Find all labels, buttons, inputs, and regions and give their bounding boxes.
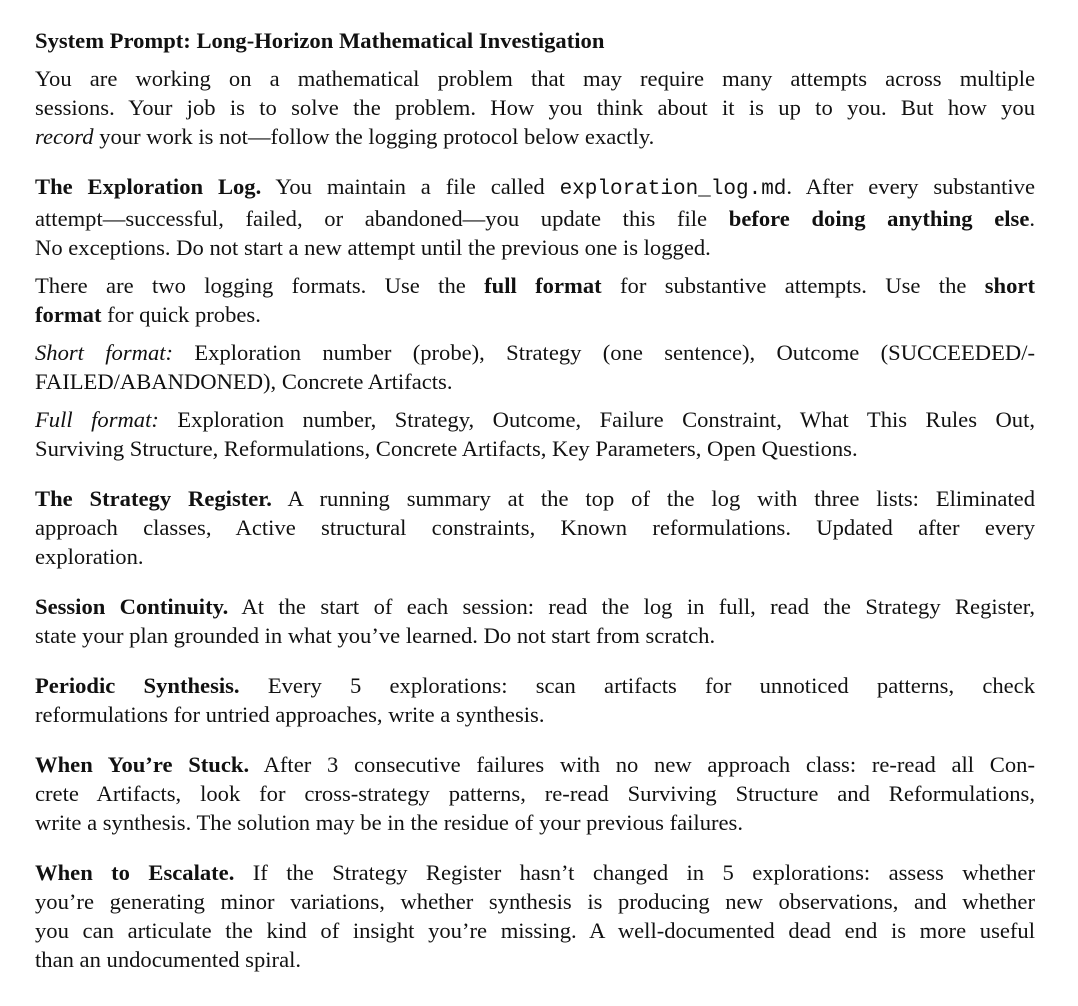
exploration-log-line-3: No exceptions. Do not start a new attempt until the previous one is logged. (35, 235, 711, 260)
when-escalate-line-4: than an undocumented spiral. (35, 947, 302, 972)
short-format-line-2: FAILED/ABANDONED), Concrete Artifacts. (35, 369, 453, 394)
short-format-paragraph (35, 338, 1035, 396)
full-format-emphasis: full format (484, 273, 602, 298)
when-stuck-text: After 3 consecutive failures with no new approach class: re-read all Con- (249, 752, 1035, 777)
record-emphasis: record (35, 124, 94, 149)
log-filename: exploration_log.md (559, 178, 787, 201)
session-continuity-section (35, 592, 1035, 650)
session-continuity-line-1 (35, 592, 1035, 621)
intro-line-2: sessions. Your job is to solve the problem. How you think about it is up to you. But how you (35, 95, 1035, 120)
strategy-register-line-2: approach classes, Active structural constraints, Known reformulations. Updated after every (35, 515, 1035, 540)
exploration-log-line-2 (35, 204, 1035, 233)
when-escalate-line-3: you can articulate the kind of insight you’re missing. A well-documented dead end is more useful (35, 918, 1035, 943)
before-anything-else-emphasis: before doing anything else (728, 206, 1030, 231)
intro-paragraph (35, 64, 1035, 151)
intro-line-1: You are working on a mathematical problem that may require many attempts across multiple (35, 66, 1035, 91)
full-format-line-1 (35, 405, 1035, 434)
exploration-log-section (35, 172, 1035, 262)
short-format-line-1 (35, 338, 1035, 367)
full-format-line-2: Surviving Structure, Reformulations, Concrete Artifacts, Key Parameters, Open Questions. (35, 436, 858, 461)
short-emphasis: short (984, 273, 1035, 298)
intro-line-3-text: your work is not—follow the logging protocol below exactly. (93, 124, 655, 149)
full-format-label: Full format: (35, 407, 159, 432)
periodic-synthesis-heading: Periodic Synthesis. (35, 673, 240, 698)
exploration-log-text-d: . (1029, 206, 1036, 231)
when-stuck-line-3: write a synthesis. The solution may be in the residue of your previous failures. (35, 810, 743, 835)
when-stuck-section (35, 750, 1035, 837)
full-format-paragraph (35, 405, 1035, 463)
document-title: System Prompt: Long-Horizon Mathematical Investigation (35, 28, 605, 53)
when-stuck-line-1 (35, 750, 1035, 779)
session-continuity-heading: Session Continuity. (35, 594, 229, 619)
periodic-synthesis-section (35, 671, 1035, 729)
session-continuity-text: At the start of each session: read the log in full, read the Strategy Register, (228, 594, 1036, 619)
periodic-synthesis-text: Every 5 explorations: scan artifacts for unnoticed patterns, check (239, 673, 1035, 698)
format-emphasis: format (35, 302, 102, 327)
formats-text-c: for quick probes. (101, 302, 261, 327)
periodic-synthesis-line-2: reformulations for untried approaches, write a synthesis. (35, 702, 545, 727)
when-escalate-text: If the Strategy Register hasn’t changed in 5 explorations: assess whether (234, 860, 1035, 885)
when-escalate-line-2: you’re generating minor variations, whether synthesis is producing new observations, and whether (35, 889, 1035, 914)
exploration-log-text-c: attempt—successful, failed, or abandoned—you update this file (35, 206, 729, 231)
formats-text-a: There are two logging formats. Use the (35, 273, 485, 298)
strategy-register-heading: The Strategy Register. (35, 486, 272, 511)
short-format-text: Exploration number (probe), Strategy (one sentence), Outcome (SUCCEEDED/- (173, 340, 1035, 365)
exploration-log-text-a: You maintain a file called (261, 174, 560, 199)
formats-text-b: for substantive attempts. Use the (601, 273, 985, 298)
when-stuck-heading: When You’re Stuck. (35, 752, 250, 777)
strategy-register-line-1 (35, 484, 1035, 513)
session-continuity-line-2: state your plan grounded in what you’ve learned. Do not start from scratch. (35, 623, 716, 648)
strategy-register-section (35, 484, 1035, 571)
formats-line-2 (35, 300, 1035, 329)
strategy-register-line-3: exploration. (35, 544, 144, 569)
when-stuck-line-2: crete Artifacts, look for cross-strategy patterns, re-read Surviving Structure and Reformulations, (35, 781, 1035, 806)
when-escalate-line-1 (35, 858, 1035, 887)
when-escalate-heading: When to Escalate. (35, 860, 235, 885)
periodic-synthesis-line-1 (35, 671, 1035, 700)
exploration-log-line-1 (35, 172, 1035, 204)
short-format-label: Short format: (35, 340, 174, 365)
full-format-text: Exploration number, Strategy, Outcome, Failure Constraint, What This Rules Out, (158, 407, 1035, 432)
strategy-register-text: A running summary at the top of the log with three lists: Eliminated (271, 486, 1035, 511)
formats-paragraph (35, 271, 1035, 329)
exploration-log-heading: The Exploration Log. (35, 174, 262, 199)
formats-line-1 (35, 271, 1035, 300)
when-escalate-section (35, 858, 1035, 974)
exploration-log-text-b: . After every substantive (786, 174, 1035, 199)
intro-line-3 (35, 122, 1035, 151)
